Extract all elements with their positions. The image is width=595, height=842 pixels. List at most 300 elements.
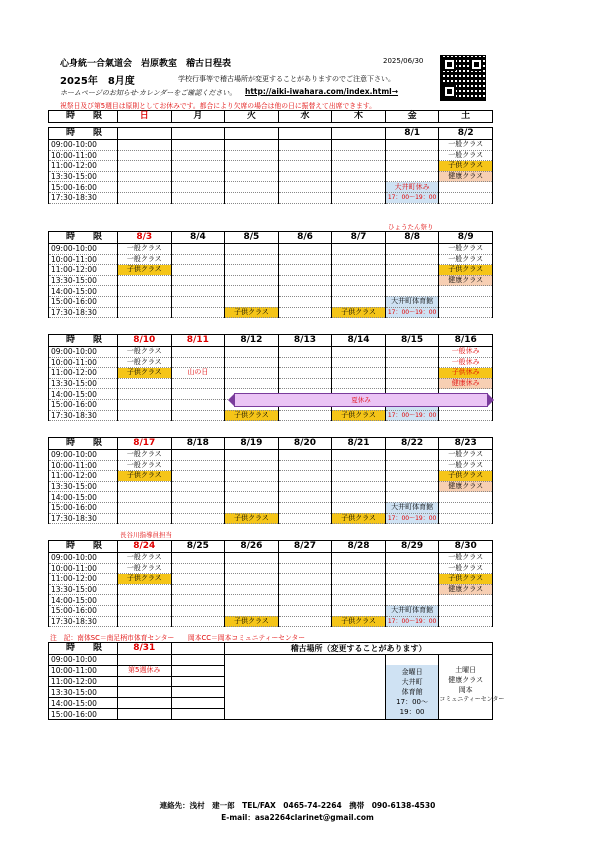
empty-cell — [332, 244, 386, 255]
empty-cell — [332, 595, 386, 606]
empty-cell — [225, 450, 279, 461]
empty-cell — [171, 378, 225, 389]
empty-cell — [278, 502, 332, 513]
empty-cell — [278, 574, 332, 585]
time-slot: 14:00-15:00 — [49, 492, 118, 503]
time-slot: 11:00-12:00 — [49, 471, 118, 482]
empty-cell — [225, 574, 279, 585]
venue-line: 土曜日 — [455, 666, 477, 674]
empty-cell — [225, 492, 279, 503]
class-cell: 一般休み — [439, 347, 493, 358]
empty-cell — [385, 563, 439, 574]
time-slot: 14:00-15:00 — [49, 286, 118, 297]
empty-cell — [278, 513, 332, 524]
date-thu: 8/14 — [332, 335, 386, 347]
empty-cell — [225, 595, 279, 606]
time-slot: 09:00-10:00 — [49, 655, 118, 666]
class-cell: 子供クラス — [225, 616, 279, 627]
time-row — [49, 492, 493, 503]
time-slot: 13:30-15:00 — [49, 687, 118, 698]
week-table-4 — [48, 437, 493, 524]
empty-cell — [385, 140, 439, 151]
empty-cell — [171, 460, 225, 471]
empty-cell — [385, 171, 439, 182]
date-thu — [332, 128, 386, 140]
empty-cell — [278, 182, 332, 193]
empty-cell — [332, 584, 386, 595]
time-slot: 09:00-10:00 — [49, 553, 118, 564]
time-row — [49, 161, 493, 172]
class-cell: 子供クラス — [118, 368, 172, 379]
time-slot: 11:00-12:00 — [49, 574, 118, 585]
empty-cell — [332, 140, 386, 151]
time-row — [49, 584, 493, 595]
time-slot: 13:30-15:00 — [49, 481, 118, 492]
period-header: 時 限 — [49, 541, 118, 553]
time-row — [49, 265, 493, 276]
empty-cell — [332, 450, 386, 461]
week-table-1 — [48, 127, 493, 204]
empty-cell — [171, 296, 225, 307]
empty-cell — [278, 275, 332, 286]
time-row — [49, 553, 493, 564]
empty-cell — [225, 563, 279, 574]
empty-cell — [332, 481, 386, 492]
homepage-link[interactable]: http://aiki-iwahara.com/index.html→ — [245, 87, 399, 96]
empty-cell — [225, 553, 279, 564]
empty-cell — [439, 513, 493, 524]
empty-cell — [385, 368, 439, 379]
weekday-sat: 土 — [439, 111, 493, 123]
empty-cell — [171, 286, 225, 297]
empty-cell — [278, 244, 332, 255]
empty-cell — [278, 450, 332, 461]
empty-cell — [385, 357, 439, 368]
date-sat: 8/2 — [439, 128, 493, 140]
class-cell: 大井町休み — [385, 182, 439, 193]
date-sat: 8/16 — [439, 335, 493, 347]
venue-line: 岡本 — [458, 686, 473, 694]
period-header: 時 限 — [49, 643, 118, 655]
venue-line: 大井町 — [401, 678, 423, 686]
class-cell: 子供クラス — [225, 410, 279, 421]
class-cell: 17：00～19：00 — [385, 513, 439, 524]
empty-cell — [171, 492, 225, 503]
empty-cell — [118, 150, 172, 161]
time-slot: 13:30-15:00 — [49, 584, 118, 595]
empty-cell — [439, 307, 493, 318]
class-cell: 17：00～19：00 — [385, 616, 439, 627]
date-tue: 8/19 — [225, 438, 279, 450]
empty-cell — [118, 192, 172, 203]
empty-cell — [118, 399, 172, 410]
empty-cell — [332, 357, 386, 368]
date-wed: 8/6 — [278, 232, 332, 244]
class-cell: 子供クラス — [225, 513, 279, 524]
date-sun: 8/24 — [118, 541, 172, 553]
empty-cell — [118, 182, 172, 193]
time-slot: 11:00-12:00 — [49, 265, 118, 276]
class-cell: 子供クラス — [332, 616, 386, 627]
empty-cell — [171, 471, 225, 482]
time-row — [49, 286, 493, 297]
empty-cell — [225, 460, 279, 471]
empty-cell — [225, 296, 279, 307]
venue-line: コミュニティーセンター — [439, 696, 505, 703]
empty-cell — [278, 481, 332, 492]
time-slot: 15:00-16:00 — [49, 296, 118, 307]
class-cell: 大井町体育館 — [385, 296, 439, 307]
date-sat: 8/9 — [439, 232, 493, 244]
empty-cell — [225, 347, 279, 358]
empty-cell — [278, 553, 332, 564]
empty-cell — [225, 481, 279, 492]
empty-cell — [171, 410, 225, 421]
time-slot: 17:30-18:30 — [49, 192, 118, 203]
class-cell: 一般クラス — [118, 450, 172, 461]
empty-cell — [171, 605, 225, 616]
empty-cell — [171, 563, 225, 574]
empty-cell — [332, 368, 386, 379]
time-row — [49, 450, 493, 461]
time-row — [49, 502, 493, 513]
empty-cell — [439, 616, 493, 627]
empty-cell — [332, 182, 386, 193]
empty-cell — [225, 378, 279, 389]
class-cell: 一般クラス — [118, 460, 172, 471]
time-slot: 17:30-18:30 — [49, 307, 118, 318]
time-slot: 10:00-11:00 — [49, 150, 118, 161]
time-row — [49, 357, 493, 368]
empty-cell — [171, 481, 225, 492]
venue-line: 体育館 — [401, 688, 423, 696]
date-sat: 8/23 — [439, 438, 493, 450]
empty-cell — [171, 171, 225, 182]
empty-cell — [171, 389, 225, 400]
empty-cell — [278, 254, 332, 265]
date-tue: 8/26 — [225, 541, 279, 553]
class-cell: 子供クラス — [332, 307, 386, 318]
date-tue: 8/12 — [225, 335, 279, 347]
time-row — [49, 307, 493, 318]
time-slot: 10:00-11:00 — [49, 665, 118, 676]
empty-cell — [118, 410, 172, 421]
date-thu: 8/28 — [332, 541, 386, 553]
empty-cell — [278, 286, 332, 297]
empty-cell — [278, 150, 332, 161]
period-header: 時 限 — [49, 335, 118, 347]
time-row — [49, 616, 493, 627]
empty-cell — [332, 605, 386, 616]
empty-cell — [385, 460, 439, 471]
empty-cell — [171, 450, 225, 461]
empty-cell — [118, 502, 172, 513]
empty-cell — [118, 378, 172, 389]
empty-cell — [171, 553, 225, 564]
qr-code[interactable] — [440, 55, 486, 101]
contact-email[interactable]: E-mail：asa2264clarinet@gmail.com — [221, 813, 374, 822]
fifth-week-off: 第5週休み — [118, 665, 172, 676]
time-slot: 15:00-16:00 — [49, 502, 118, 513]
empty-cell — [439, 410, 493, 421]
empty-cell — [385, 481, 439, 492]
date-fri: 8/15 — [385, 335, 439, 347]
class-cell: 子供休み — [439, 368, 493, 379]
empty-cell — [171, 140, 225, 151]
empty-cell — [225, 254, 279, 265]
empty-cell — [385, 286, 439, 297]
date-wed — [278, 128, 332, 140]
empty-cell — [385, 595, 439, 606]
class-cell: 17：00～19：00 — [385, 192, 439, 203]
time-slot: 10:00-11:00 — [49, 357, 118, 368]
class-cell: 大井町体育館 — [385, 502, 439, 513]
empty-cell — [118, 605, 172, 616]
date-mon: 8/4 — [171, 232, 225, 244]
time-row — [49, 563, 493, 574]
time-slot: 13:30-15:00 — [49, 171, 118, 182]
empty-cell — [118, 161, 172, 172]
empty-cell — [278, 605, 332, 616]
class-cell: 一般クラス — [439, 140, 493, 151]
date-tue: 8/5 — [225, 232, 279, 244]
empty-cell — [385, 584, 439, 595]
time-slot: 11:00-12:00 — [49, 368, 118, 379]
period-header: 時 限 — [49, 438, 118, 450]
time-row — [49, 192, 493, 203]
time-row — [49, 244, 493, 255]
venue-line: 19：00 — [399, 708, 425, 716]
contact-line: 連絡先：浅村 建一郎 TEL/FAX 0465-74-2264 携帯 090-6138-4530 — [159, 801, 436, 810]
time-slot: 09:00-10:00 — [49, 450, 118, 461]
class-cell: 健康休み — [439, 378, 493, 389]
empty-cell — [385, 471, 439, 482]
weekday-mon: 月 — [171, 111, 225, 123]
class-cell: 子供クラス — [332, 513, 386, 524]
empty-cell — [118, 275, 172, 286]
date-fri: 8/29 — [385, 541, 439, 553]
empty-cell — [225, 471, 279, 482]
class-cell: 子供クラス — [439, 471, 493, 482]
class-cell: 子供クラス — [439, 265, 493, 276]
empty-cell — [385, 347, 439, 358]
time-slot: 17:30-18:30 — [49, 513, 118, 524]
date-row — [49, 438, 493, 450]
empty-cell — [278, 584, 332, 595]
empty-cell — [171, 347, 225, 358]
empty-cell — [332, 460, 386, 471]
class-cell: 一般クラス — [118, 553, 172, 564]
class-cell: 一般クラス — [118, 244, 172, 255]
class-cell: 子供クラス — [118, 471, 172, 482]
date-thu: 8/7 — [332, 232, 386, 244]
empty-cell — [225, 286, 279, 297]
empty-cell — [278, 357, 332, 368]
date-row — [49, 335, 493, 347]
time-row — [49, 368, 493, 379]
week-table-1 — [48, 110, 493, 123]
empty-cell — [225, 161, 279, 172]
time-slot: 15:00-16:00 — [49, 605, 118, 616]
empty-cell — [171, 161, 225, 172]
class-cell: 健康クラス — [439, 275, 493, 286]
time-slot: 14:00-15:00 — [49, 595, 118, 606]
weekday-thu: 木 — [332, 111, 386, 123]
class-cell: 一般クラス — [439, 563, 493, 574]
time-slot: 11:00-12:00 — [49, 161, 118, 172]
date-sat: 8/30 — [439, 541, 493, 553]
time-slot: 15:00-16:00 — [49, 399, 118, 410]
empty-cell — [225, 605, 279, 616]
weekday-sun: 日 — [118, 111, 172, 123]
empty-cell — [171, 357, 225, 368]
empty-cell — [118, 513, 172, 524]
time-row — [49, 605, 493, 616]
period-header: 時 限 — [49, 111, 118, 123]
weekday-row — [49, 111, 493, 123]
empty-cell — [332, 471, 386, 482]
empty-cell — [332, 553, 386, 564]
empty-cell — [385, 265, 439, 276]
week-table-3 — [48, 334, 493, 421]
date-row — [49, 128, 493, 140]
empty-cell — [332, 563, 386, 574]
summer-break-label: 夏休み — [351, 396, 371, 404]
class-cell: 一般クラス — [439, 450, 493, 461]
empty-cell — [278, 368, 332, 379]
time-slot: 13:30-15:00 — [49, 275, 118, 286]
month-title: 2025年 8月度 — [60, 76, 135, 87]
empty-cell — [332, 286, 386, 297]
date-mon: 8/11 — [171, 335, 225, 347]
class-cell: 17：00～19：00 — [385, 307, 439, 318]
date-sun: 8/10 — [118, 335, 172, 347]
class-cell: 健康クラス — [439, 584, 493, 595]
date-mon — [171, 128, 225, 140]
empty-cell — [278, 471, 332, 482]
time-row — [49, 410, 493, 421]
friday-venue — [386, 665, 439, 719]
empty-cell — [278, 595, 332, 606]
empty-cell — [225, 192, 279, 203]
time-row — [49, 481, 493, 492]
date-wed: 8/27 — [278, 541, 332, 553]
empty-cell — [225, 502, 279, 513]
class-cell: 大井町体育館 — [385, 605, 439, 616]
time-row — [49, 513, 493, 524]
empty-cell — [171, 254, 225, 265]
empty-cell — [278, 378, 332, 389]
time-row — [49, 574, 493, 585]
empty-cell — [278, 616, 332, 627]
time-slot: 17:30-18:30 — [49, 410, 118, 421]
instructor-note: 長谷川指導員担当 — [120, 531, 172, 539]
date-row — [49, 541, 493, 553]
time-slot: 09:00-10:00 — [49, 244, 118, 255]
festival-note: ひょうたん祭り — [388, 223, 434, 231]
empty-cell — [171, 595, 225, 606]
time-slot: 09:00-10:00 — [49, 140, 118, 151]
empty-cell — [278, 296, 332, 307]
empty-cell — [278, 171, 332, 182]
empty-cell — [439, 296, 493, 307]
period-header: 時 限 — [49, 232, 118, 244]
last-week-table — [48, 642, 505, 720]
empty-cell — [385, 150, 439, 161]
empty-cell — [171, 244, 225, 255]
empty-cell — [118, 595, 172, 606]
notice-homepage: ホームページのお知らせ·カレンダーをご確認ください。 — [60, 89, 237, 97]
footnote: 注 記：南体SC＝南足柄市体育センター 岡本CC＝岡本コミュニティーセンター — [50, 634, 306, 642]
class-cell: 子供クラス — [439, 161, 493, 172]
empty-cell — [225, 357, 279, 368]
empty-cell — [225, 265, 279, 276]
empty-cell — [332, 296, 386, 307]
time-slot: 10:00-11:00 — [49, 254, 118, 265]
empty-cell — [439, 595, 493, 606]
class-cell: 子供クラス — [225, 307, 279, 318]
time-row — [49, 171, 493, 182]
time-row — [49, 347, 493, 358]
notice-change: 学校行事等で稽古場所が変更することがありますのでご注意下さい。 — [178, 75, 395, 83]
week-table-2 — [48, 231, 493, 318]
class-cell: 子供クラス — [332, 410, 386, 421]
class-cell: 一般クラス — [439, 244, 493, 255]
empty-cell — [118, 492, 172, 503]
class-cell: 健康クラス — [439, 171, 493, 182]
empty-cell — [332, 192, 386, 203]
empty-cell — [278, 307, 332, 318]
empty-cell — [171, 502, 225, 513]
empty-cell — [439, 182, 493, 193]
time-slot: 14:00-15:00 — [49, 389, 118, 400]
time-row — [49, 296, 493, 307]
empty-cell — [278, 492, 332, 503]
empty-cell — [278, 265, 332, 276]
empty-cell — [332, 150, 386, 161]
empty-cell — [118, 584, 172, 595]
time-row — [49, 471, 493, 482]
week-table-5 — [48, 540, 493, 627]
class-cell: 健康クラス — [439, 481, 493, 492]
time-row — [49, 275, 493, 286]
date-sun: 8/17 — [118, 438, 172, 450]
empty-cell — [225, 150, 279, 161]
date-sun — [118, 128, 172, 140]
class-cell: 一般クラス — [118, 254, 172, 265]
empty-cell — [332, 574, 386, 585]
empty-cell — [225, 368, 279, 379]
class-cell: 一般クラス — [118, 347, 172, 358]
empty-cell — [278, 140, 332, 151]
date-row — [49, 232, 493, 244]
empty-cell — [171, 182, 225, 193]
empty-cell — [171, 584, 225, 595]
class-cell: 一般クラス — [439, 150, 493, 161]
class-cell: 一般クラス — [439, 254, 493, 265]
time-slot: 17:30-18:30 — [49, 616, 118, 627]
time-row — [49, 182, 493, 193]
org-title: 心身統一合氣道会 岩原教室 稽古日程表 — [60, 59, 232, 69]
venue-title: 稽古場所（変更することがあります） — [225, 643, 493, 655]
time-slot: 10:00-11:00 — [49, 460, 118, 471]
date-8-31: 8/31 — [118, 643, 172, 655]
empty-cell — [171, 616, 225, 627]
empty-cell — [118, 481, 172, 492]
empty-cell — [385, 492, 439, 503]
class-cell: 一般クラス — [118, 563, 172, 574]
empty-cell — [332, 378, 386, 389]
